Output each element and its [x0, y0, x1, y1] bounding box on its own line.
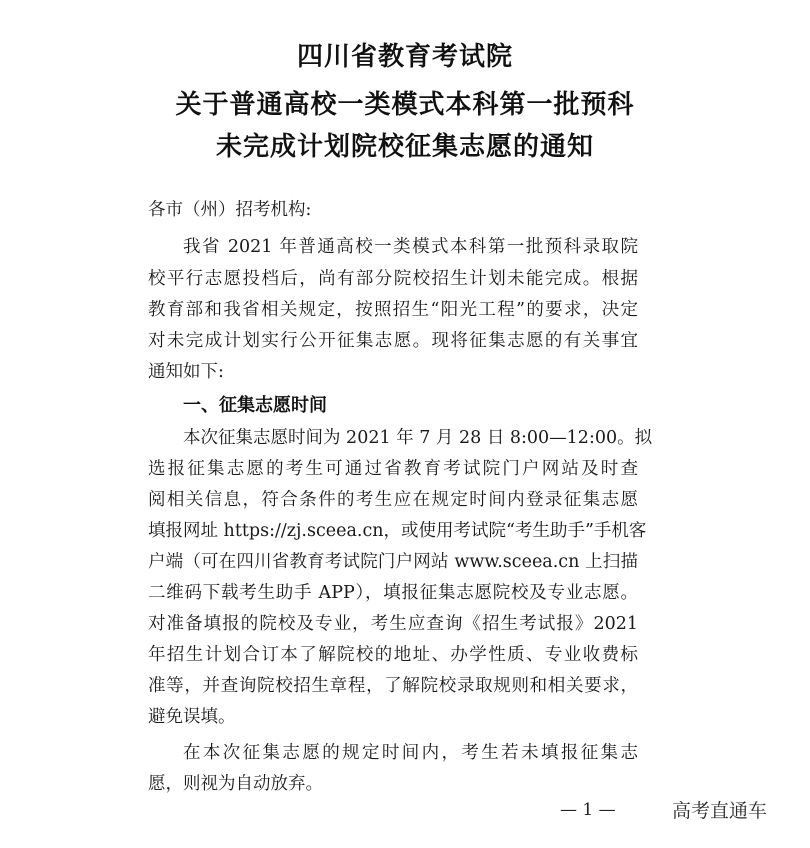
- title-line-1: 四川省教育考试院: [296, 42, 513, 72]
- paragraph1-line: 通知如下:: [148, 362, 224, 382]
- paragraph2-line: 选报征集志愿的考生可通过省教育考试院门户网站及时查: [148, 459, 638, 479]
- page-number: — 1 —: [560, 800, 616, 820]
- watermark-text: 高考直通车: [672, 800, 768, 822]
- paragraph2-line: 户端（可在四川省教育考试院门户网站 www.sceea.cn 上扫描: [148, 552, 638, 572]
- paragraph2-line: 二维码下载考生助手 APP），填报征集志愿院校及专业志愿。: [148, 583, 638, 603]
- paragraph2-line: 避免误填。: [148, 707, 236, 727]
- paragraph1-line: 教育部和我省相关规定，按照招生“阳光工程”的要求，决定: [148, 300, 638, 320]
- paragraph1-line: 对未完成计划实行公开征集志愿。现将征集志愿的有关事宜: [148, 331, 638, 351]
- paragraph2-line: 对准备填报的院校及专业，考生应查询《招生考试报》2021: [148, 614, 638, 634]
- paragraph2-line: 阅相关信息，符合条件的考生应在规定时间内登录征集志愿: [148, 490, 638, 510]
- salutation: 各市（州）招考机构:: [148, 200, 312, 220]
- title-line-2: 关于普通高校一类模式本科第一批预科: [175, 90, 635, 120]
- title-line-3: 未完成计划院校征集志愿的通知: [215, 132, 594, 162]
- paragraph2-line: 准等，并查询院校招生章程，了解院校录取规则和相关要求，: [148, 676, 638, 696]
- paragraph1-line: 校平行志愿投档后，尚有部分院校招生计划未能完成。根据: [148, 269, 638, 289]
- paragraph3-line: 在本次征集志愿的规定时间内，考生若未填报征集志: [183, 743, 638, 763]
- paragraph2-line: 填报网址 https://zj.sceea.cn，或使用考试院“考生助手”手机客: [148, 521, 647, 541]
- paragraph2-line: 本次征集志愿时间为 2021 年 7 月 28 日 8:00—12:00。拟: [183, 428, 653, 448]
- section-heading: 一、征集志愿时间: [183, 395, 327, 416]
- paragraph2-line: 年招生计划合订本了解院校的地址、办学性质、专业收费标: [148, 645, 638, 665]
- paragraph3-line: 愿，则视为自动放弃。: [148, 774, 323, 794]
- paragraph1-line: 我省 2021 年普通高校一类模式本科第一批预科录取院: [183, 237, 638, 257]
